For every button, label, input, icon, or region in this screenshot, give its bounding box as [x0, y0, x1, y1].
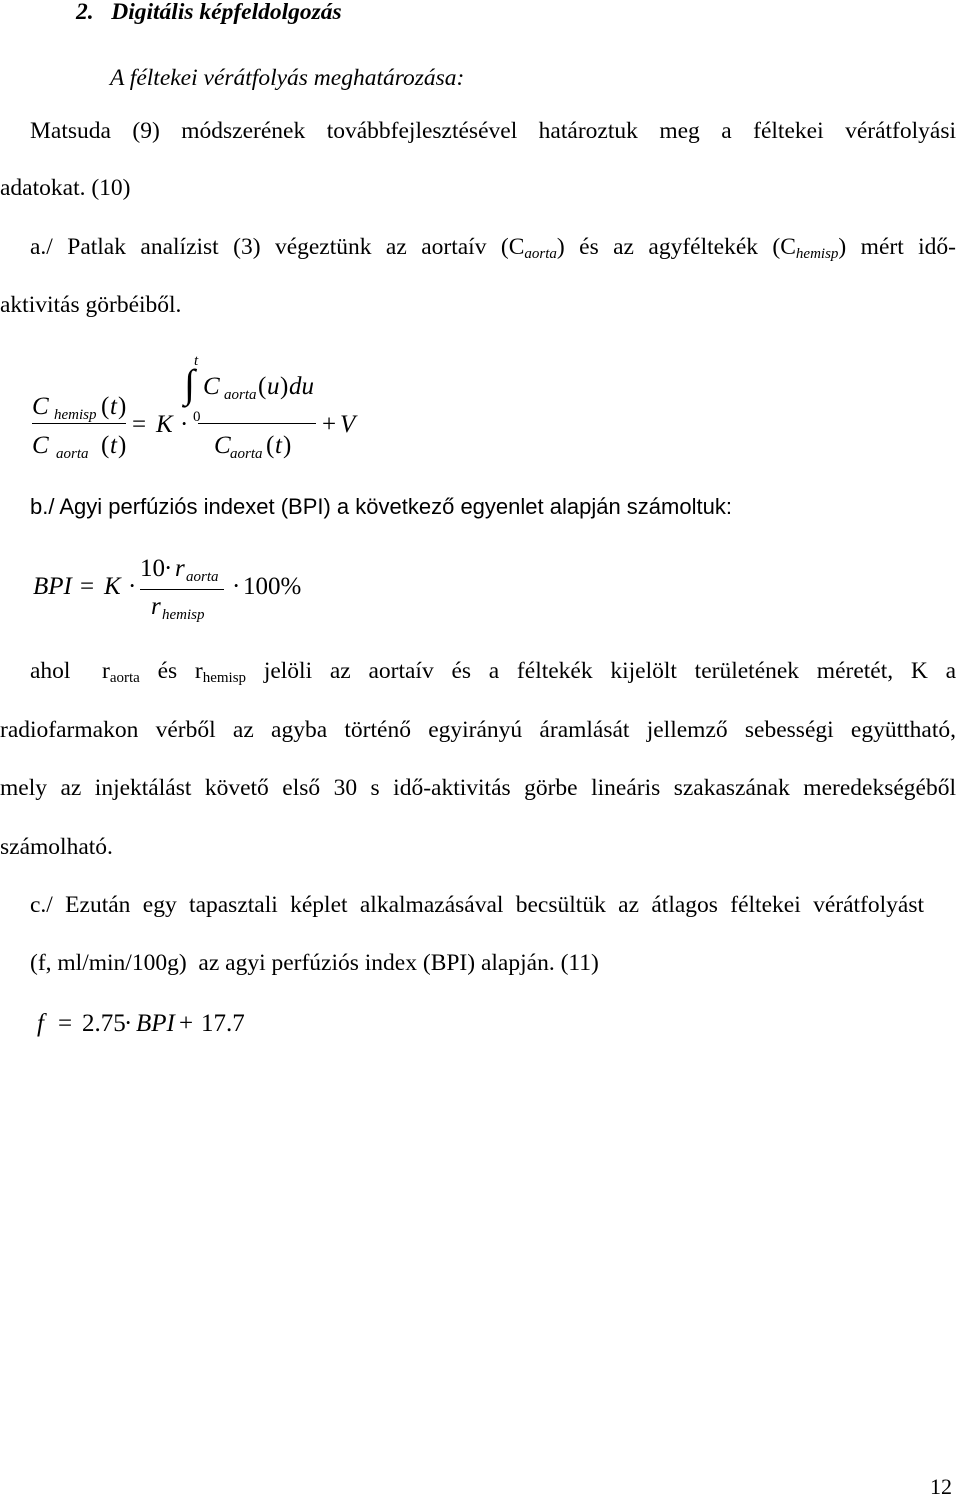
section-heading	[76, 1, 342, 25]
integral-sign: ∫	[184, 361, 195, 406]
fraction-bar	[32, 423, 126, 424]
subheading: A féltekei vérátfolyás meghatározása:	[110, 65, 465, 91]
page-number: 12	[930, 1474, 952, 1499]
item-b-line: b./ Agyi perfúziós indexet (BPI) a következő egyenlet alapján számoltuk:	[30, 494, 732, 519]
ahol-line-2: radiofarmakon vérből az agyba történő egyirányú áramlását jellemző sebességi együttható,	[0, 717, 956, 743]
ahol-line-4: számolható.	[0, 834, 113, 860]
fraction-bar	[198, 423, 316, 424]
section-number: 2.	[76, 0, 94, 25]
intro-line-1: Matsuda (9) módszerének továbbfejlesztésével határoztuk meg a féltekei vérátfolyási	[30, 118, 956, 144]
section-title: Digitális képfeldolgozás	[111, 0, 342, 25]
item-c-line-1: c./ Ezután egy tapasztali képlet alkalmazásával becsültük az átlagos féltekei vérátfolyást	[30, 892, 924, 918]
ahol-line-3: mely az injektálást követő első 30 s idő-aktivitás görbe lineáris szakaszának meredekségéből	[0, 775, 956, 801]
item-a-line-2: aktivitás görbéiből.	[0, 292, 182, 318]
ahol-line-1: $r_{aorta}$ és $r_{hemisp}$ jelöli az aortaív és a féltekék kijelölt területének méretét, K a	[102, 658, 957, 686]
ahol-word: ahol	[30, 658, 71, 684]
item-c-line-2: (f, ml/min/100g) az agyi perfúziós index (BPI) alapján. (11)	[30, 950, 599, 976]
intro-line-2: adatokat. (10)	[0, 175, 131, 201]
fraction-bar	[140, 589, 224, 590]
item-a-line-1: a./ Patlak analízist (3) végeztünk az aortaív $(C_{aorta})$ és az agyféltekék $(C_{hemisp})$ mért idő-	[30, 234, 956, 262]
